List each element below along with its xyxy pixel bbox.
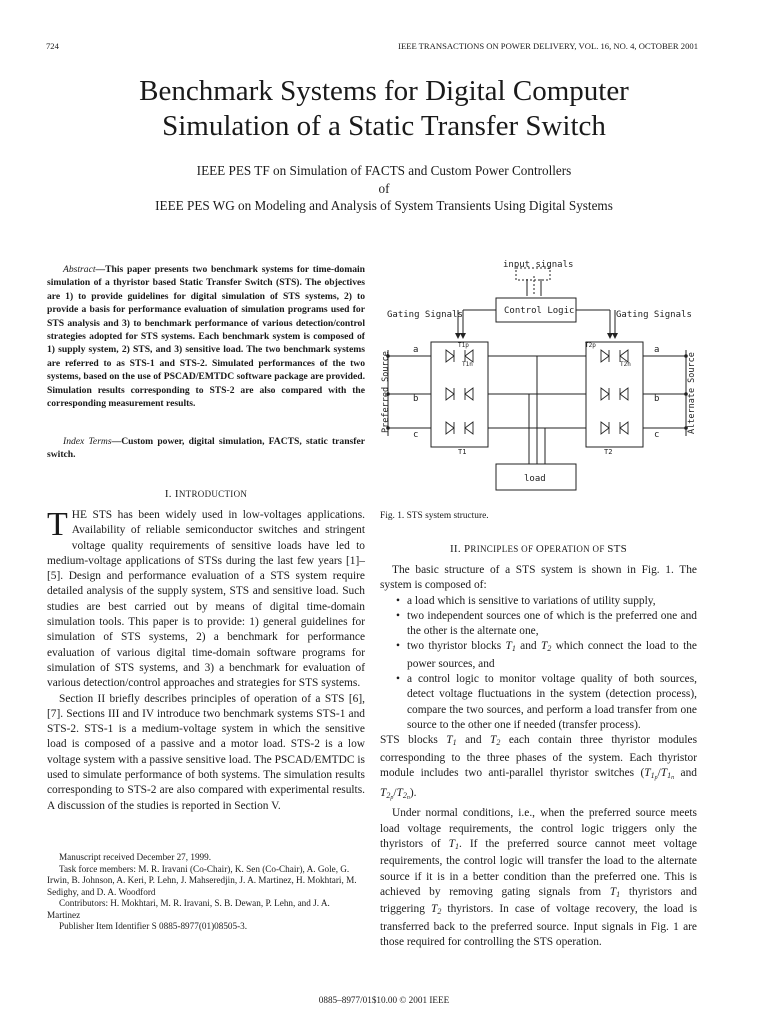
fig-t2n: T2n — [620, 361, 631, 368]
abstract — [47, 263, 365, 410]
drop-cap: T — [47, 506, 68, 543]
fig-phase-a-right: a — [654, 345, 660, 355]
fig-t1p: T1p — [458, 342, 469, 349]
footnote-contributors: Contributors: H. Mokhtari, M. R. Iravani, S. B. Dewan, P. Lehn, and J. A. Martinez — [47, 898, 330, 920]
index-terms-text: —Custom power, digital simulation, FACTS, static transfer switch. — [47, 436, 365, 461]
footnote-members: Task force members: M. R. Iravani (Co-Chair), K. Sen (Co-Chair), A. Gole, G. Irwin, B. Johnson, A. Keri, P. Lehn, J. Mahseredjin, J. A. Martinez, H. Mokhtari, M. Sedighy, and D. A. Woodford — [47, 863, 357, 897]
fig-control-logic: Control Logic — [504, 306, 575, 316]
page-number: 724 — [46, 41, 59, 51]
fig-phase-a-left: a — [413, 345, 419, 355]
section-1-heading: I. INTRODUCTION — [164, 488, 248, 500]
list-item: • a control logic to monitor voltage quality of both sources, detect voltage fluctuations in the system (detection process), compare the two sources, and perform a load transfer from one source to the other one if needed (transfer process). — [407, 672, 697, 733]
fig-load: load — [524, 474, 546, 484]
index-terms-lead: Index Terms — [63, 436, 112, 447]
index-terms — [47, 435, 365, 462]
fig-phase-c-left: c — [413, 430, 419, 440]
abstract-lead: Abstract — [63, 264, 96, 275]
title-line-1: Benchmark Systems for Digital Computer — [139, 75, 629, 107]
author-of: of — [378, 181, 390, 196]
intro-paragraph-2: Section II briefly describes principles of operation of a STS [6], [7]. Sections III and IV introduce two benchmark systems STS-1 and STS-2. STS-1 is a medium-voltage system in which the sensitive load is composed of a passive and a motor load. STS-2 is a low voltage system with a passive sensitive load. The PSCAD/EMTDC is used to simulate performance of both systems. The simulation results corresponding to STS-2 are also compared with experimental results. A discussion of the studies is reported in Section V. — [47, 692, 365, 812]
fig-t1n: T1n — [462, 361, 473, 368]
fig-phase-b-left: b — [413, 394, 419, 404]
sec2-intro: The basic structure of a STS system is shown in Fig. 1. The system is composed of: — [380, 564, 697, 592]
intro-paragraph-1: HE STS has been widely used in low-voltages applications. Availability of reliable semiconductor switches and stringent voltage quality requirements of sensitive loads have led to medium-voltage applications of STSs during the last few years [1]–[5]. Design and performance evaluation of a STS system require detailed analysis of the supply system, STS and sensitive load. Such studies are best carried out by means of digital time-domain simulation tools. This paper is to provide: 1) general guidelines for simulation of STS systems, 2) a benchmark for performance evaluation of various digital time-domain software programs for simulation of STS systems, and 3) a benchmark for evaluation of various detection/control approaches and strategies for STS systems. — [47, 509, 365, 690]
sec2-paragraph-2: Under normal conditions, i.e., when the preferred source meets load voltage requirements, the control logic triggers only the thyristors of $T_1$. If the preferred source cannot meet voltage requirements, the control logic will transfer the load to the alternate source if it is in a better condition than the preferred one. This is achieved by removing gating signals from $T_1$ thyristors and triggering $T_2$ thyristors. In case of voltage recovery, the load is transferred back to the preferred source. Input signals in Fig. 1 are those required for controlling the STS operation. — [380, 807, 698, 948]
fig-phase-c-right: c — [654, 430, 660, 440]
sec2-paragraph-1: STS blocks $T_1$ and $T_2$ each contain three thyristor modules corresponding to the three phases of the system. Each thyristor module includes two anti-parallel thyristor switches ($T_{1p}/T_{1n}$ and $T_{2p}/T_{2n}$). — [380, 734, 698, 802]
fig-phase-b-right: b — [654, 394, 660, 404]
fig-t2: T2 — [604, 448, 613, 456]
section-2-body — [380, 563, 697, 950]
fig-gating-left: Gating Signals — [387, 310, 463, 320]
introduction-body — [47, 508, 365, 814]
footnote-received: Manuscript received December 27, 1999. — [59, 852, 212, 862]
fig-alternate-source: Alternate Source — [687, 352, 697, 434]
paper-title — [0, 74, 768, 144]
list-item: • a load which is sensitive to variations of utility supply, — [407, 594, 697, 609]
figure-caption: Fig. 1. STS system structure. — [380, 511, 489, 521]
sts-diagram — [378, 254, 703, 504]
author-line-2: IEEE PES WG on Modeling and Analysis of System Transients Using Digital Systems — [155, 198, 613, 213]
fig-t1: T1 — [458, 448, 467, 456]
author-line-1: IEEE PES TF on Simulation of FACTS and Custom Power Controllers — [196, 163, 572, 178]
fig-gating-right: Gating Signals — [616, 310, 692, 320]
fig-t2p: T2p — [585, 342, 596, 349]
footnote-identifier: Publisher Item Identifier S 0885-8977(01)08505-3. — [59, 921, 248, 931]
section-2-heading: II. PRINCIPLES OF OPERATION OF STS — [449, 543, 628, 555]
list-item: • two independent sources one of which is the preferred one and the other is the alternate one, — [407, 609, 697, 640]
journal-header: IEEE TRANSACTIONS ON POWER DELIVERY, VOL. 16, NO. 4, OCTOBER 2001 — [398, 41, 698, 51]
component-list — [380, 594, 697, 734]
list-item: • two thyristor blocks $T_1$ and $T_2$ which connect the load to the power sources, and — [407, 639, 697, 672]
fig-preferred-source: Preferred Source — [381, 351, 391, 433]
fig-input-signals: input signals — [503, 260, 574, 270]
abstract-text: —This paper presents two benchmark systems for time-domain simulation of a thyristor based Static Transfer Switch (STS). The objectives are 1) to provide guidelines for digital simulation of STS systems, 2) to provide a basis for performance evaluation of simulation programs used for STS analysis and 3) to benchmark performance of various detection/control strategies adopted for STS systems. Each benchmark system is composed of 1) supply system, 2) STS, and 3) sensitive load. The two benchmark systems are referred to as STS-1 and STS-2. Simulated performances of the two systems, based on the use of PSCAD/EMTDC software package are provided. Simulation results corresponding to STS-2 are also compared with the corresponding measurement results. — [47, 264, 365, 410]
footnotes — [47, 852, 365, 933]
copyright-line: 0885–8977/01$10.00 © 2001 IEEE — [318, 995, 450, 1005]
title-line-2: Simulation of a Static Transfer Switch — [162, 110, 606, 142]
